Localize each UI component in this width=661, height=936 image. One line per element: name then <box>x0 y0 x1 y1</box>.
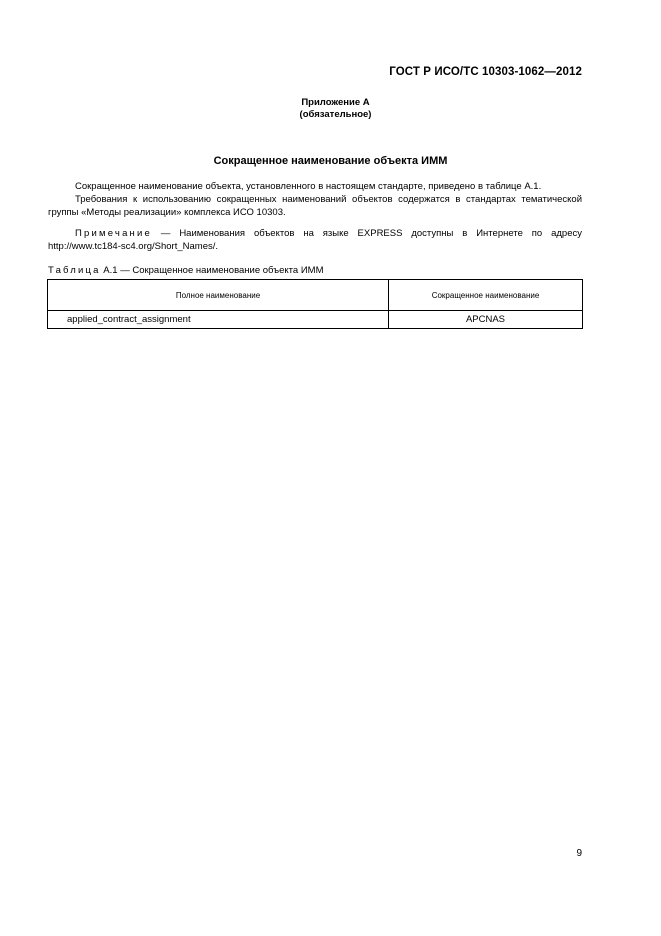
table-caption <box>48 265 324 276</box>
document-code: ГОСТ Р ИСО/ТС 10303-1062—2012 <box>389 66 582 78</box>
short-names-table <box>47 279 583 329</box>
paragraph-1: Сокращенное наименование объекта, установленного в настоящем стандарте, приведено в таблице А.1. <box>75 181 542 192</box>
header-full-name: Полное наименование <box>48 280 389 311</box>
annex-status: (обязательное) <box>299 109 372 120</box>
table-header-row <box>48 280 583 311</box>
note-text: — Наименования объектов на языке EXPRESS доступны в Интернете по адресу http://www.tc184-sc4.org/Short_Names/. <box>48 228 582 252</box>
header-short-name: Сокращенное наименование <box>389 280 583 311</box>
table-caption-text: А.1 — Сокращенное наименование объекта ИММ <box>100 265 324 276</box>
annex-heading <box>0 97 661 121</box>
note-paragraph <box>48 227 582 253</box>
table-caption-label: Таблица <box>48 265 101 276</box>
paragraph-2: Требования к использованию сокращенных наименований объектов содержатся в стандартах тематической группы «Методы реализации» комплекса ИСО 10303. <box>48 194 582 218</box>
page-number: 9 <box>576 848 582 859</box>
annex-title: Приложение А <box>301 97 370 108</box>
cell-short-name: APCNAS <box>389 311 583 329</box>
table-row <box>48 311 583 329</box>
note-label: Примечание <box>75 228 152 239</box>
section-title: Сокращенное наименование объекта ИММ <box>213 155 448 167</box>
cell-full-name: applied_contract_assignment <box>48 311 389 329</box>
body-text <box>48 180 582 253</box>
